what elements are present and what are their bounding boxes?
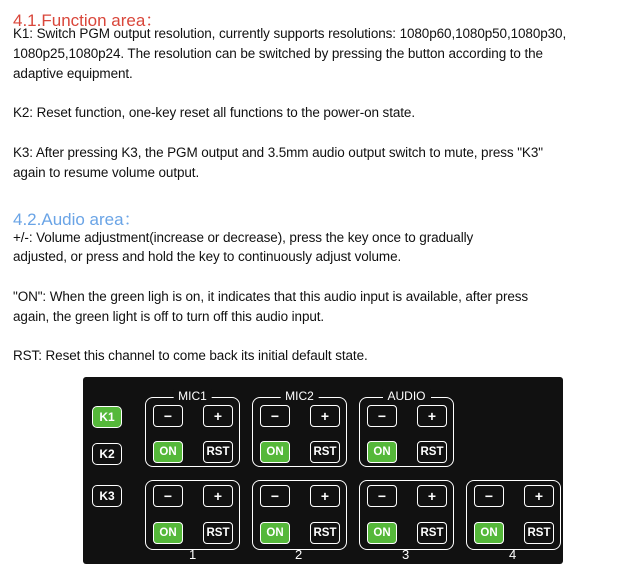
channel4-number: 4 [509, 547, 517, 562]
control-panel [83, 377, 563, 564]
k1-description-line1: K1: Switch PGM output resolution, currently supports resolutions: 1080p60,1080p50,1080p30, [13, 26, 567, 41]
audio-rst-button[interactable]: RST [417, 441, 447, 463]
on-description-line1: "ON": When the green ligh is on, it indicates that this audio input is available, after press [13, 289, 529, 304]
function-area-heading: 4.1.Function area： [13, 11, 163, 30]
audio-label: AUDIO [382, 389, 430, 403]
channel1-number: 1 [189, 547, 197, 562]
mic2-label: MIC2 [280, 389, 319, 403]
audio-area-heading: 4.2.Audio area： [13, 210, 141, 229]
channel3-on-button[interactable]: ON [367, 522, 397, 544]
mic1-plus-button[interactable]: + [203, 405, 233, 427]
volume-description-line1: +/-: Volume adjustment(increase or decrease), press the key once to gradually [13, 230, 474, 245]
mic2-on-button[interactable]: ON [260, 441, 290, 463]
volume-description-line2: adjusted, or press and hold the key to continuously adjust volume. [13, 249, 402, 264]
k1-description-line3: adaptive equipment. [13, 66, 133, 81]
mic1-label: MIC1 [173, 389, 212, 403]
channel3-plus-button[interactable]: + [417, 485, 447, 507]
k2-key[interactable]: K2 [92, 443, 122, 465]
channel1-plus-button[interactable]: + [203, 485, 233, 507]
audio-on-button[interactable]: ON [367, 441, 397, 463]
channel2-minus-button[interactable]: − [260, 485, 290, 507]
channel1-on-button[interactable]: ON [153, 522, 183, 544]
audio-minus-button[interactable]: − [367, 405, 397, 427]
channel2-number: 2 [295, 547, 303, 562]
k2-description: K2: Reset function, one-key reset all functions to the power-on state. [13, 105, 415, 120]
mic2-minus-button[interactable]: − [260, 405, 290, 427]
channel1-minus-button[interactable]: − [153, 485, 183, 507]
k3-key[interactable]: K3 [92, 485, 122, 507]
channel3-minus-button[interactable]: − [367, 485, 397, 507]
channel4-plus-button[interactable]: + [524, 485, 554, 507]
channel2-rst-button[interactable]: RST [310, 522, 340, 544]
mic2-rst-button[interactable]: RST [310, 441, 340, 463]
channel3-rst-button[interactable]: RST [417, 522, 447, 544]
mic1-on-button[interactable]: ON [153, 441, 183, 463]
channel4-minus-button[interactable]: − [474, 485, 504, 507]
channel4-rst-button[interactable]: RST [524, 522, 554, 544]
k1-key[interactable]: K1 [92, 406, 122, 428]
channel3-number: 3 [402, 547, 410, 562]
rst-description: RST: Reset this channel to come back its initial default state. [13, 348, 368, 363]
mic1-minus-button[interactable]: − [153, 405, 183, 427]
k3-description-line2: again to resume volume output. [13, 165, 200, 180]
channel4-on-button[interactable]: ON [474, 522, 504, 544]
on-description-line2: again, the green light is off to turn off this audio input. [13, 309, 325, 324]
mic1-rst-button[interactable]: RST [203, 441, 233, 463]
k1-description-line2: 1080p25,1080p24. The resolution can be switched by pressing the button according to the [13, 46, 543, 61]
channel1-rst-button[interactable]: RST [203, 522, 233, 544]
audio-plus-button[interactable]: + [417, 405, 447, 427]
k3-description-line1: K3: After pressing K3, the PGM output and 3.5mm audio output switch to mute, press "K3" [13, 145, 543, 160]
mic2-plus-button[interactable]: + [310, 405, 340, 427]
channel2-on-button[interactable]: ON [260, 522, 290, 544]
channel2-plus-button[interactable]: + [310, 485, 340, 507]
